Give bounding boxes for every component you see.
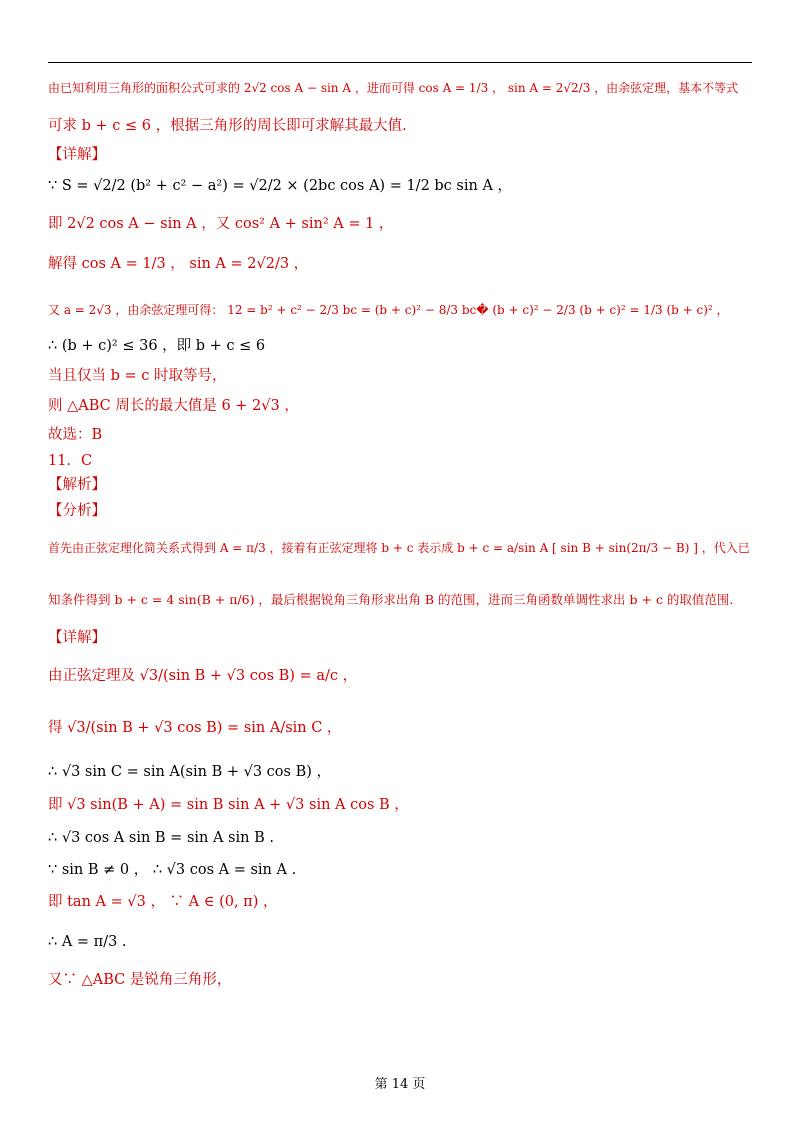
text-line-l25: ∴ A = π/3 . xyxy=(48,934,127,950)
text-line-l23: ∵ sin B ≠ 0 ， ∴ √3 cos A = sin A . xyxy=(48,862,297,878)
text-line-l18: 由正弦定理及 √3/(sin B + √3 cos B) = a/c ， xyxy=(48,668,358,684)
text-line-l01: 由已知利用三角形的面积公式可求的 2√2 cos A − sin A ，进而可得 cos A = 1/3 ， sin A = 2√2/3 ，由余弦定理，基本不等式 xyxy=(48,81,739,95)
text-line-l26: 又∵ △ABC 是锐角三角形， xyxy=(48,972,232,988)
text-line-l15: 首先由正弦定理化简关系式得到 A = π/3 ，接着有正弦定理将 b + c 表示成 b + c = a/sin A [ sin B + sin(2π/3 − B) ] ，代入已 xyxy=(48,541,750,555)
text-line-l19: 得 √3/(sin B + √3 cos B) = sin A/sin C ， xyxy=(48,720,342,736)
header-rule xyxy=(48,62,752,63)
text-line-l04: ∵ S = √2/2 (b² + c² − a²) = √2/2 × (2bc cos A) = 1/2 bc sin A ， xyxy=(48,178,513,194)
text-line-l20: ∴ √3 sin C = sin A(sin B + √3 cos B) ， xyxy=(48,764,331,780)
text-line-l07: 又 a = 2√3 ，由余弦定理可得： 12 = b² + c² − 2/3 bc = (b + c)² − 8/3 bc� (b + c)² − 2/3 (b + c)² = 1/3 (b + c)² ， xyxy=(48,303,729,317)
text-line-l16: 知条件得到 b + c = 4 sin(B + π/6) ，最后根据锐角三角形求出角 B 的范围，进而三角函数单调性求出 b + c 的取值范围. xyxy=(48,592,734,607)
text-line-l21: 即 √3 sin(B + A) = sin B sin A + √3 sin A cos B ， xyxy=(48,797,409,813)
text-line-l05: 即 2√2 cos A − sin A ，又 cos² A + sin² A = 1 ， xyxy=(48,216,394,232)
text-line-l14: 【分析】 xyxy=(48,503,106,519)
page-number: 第 14 页 xyxy=(374,1077,426,1092)
text-line-l17: 【详解】 xyxy=(48,630,106,646)
text-line-l22: ∴ √3 cos A sin B = sin A sin B . xyxy=(48,830,274,846)
text-line-l12: 11．C xyxy=(48,453,93,469)
text-line-l13: 【解析】 xyxy=(48,477,106,493)
text-line-l03: 【详解】 xyxy=(48,147,106,163)
text-line-l06: 解得 cos A = 1/3 ， sin A = 2√2/3 ， xyxy=(48,256,309,272)
text-line-l11: 故选：B xyxy=(48,427,103,443)
text-line-l10: 则 △ABC 周长的最大值是 6 + 2√3 ， xyxy=(48,398,299,414)
text-line-l09: 当且仅当 b = c 时取等号， xyxy=(48,368,227,384)
text-line-l24: 即 tan A = √3 ， ∵ A ∈ (0, π) ， xyxy=(48,894,278,910)
text-line-l02: 可求 b + c ≤ 6 ，根据三角形的周长即可求解其最大值. xyxy=(48,118,407,134)
text-line-l08: ∴ (b + c)² ≤ 36 ，即 b + c ≤ 6 xyxy=(48,338,266,354)
